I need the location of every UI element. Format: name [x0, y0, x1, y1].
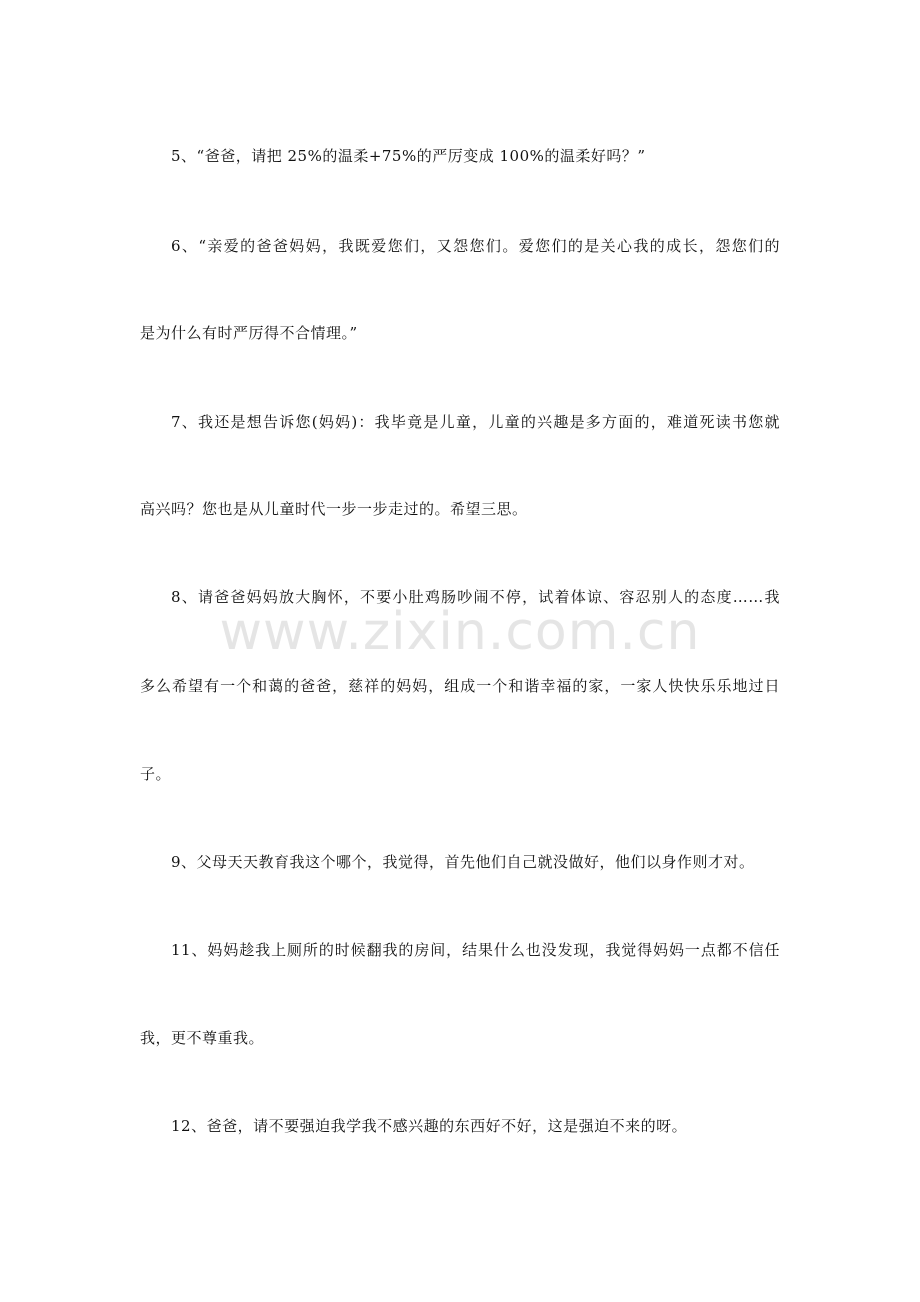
- item-8-line-2: 多么希望有一个和蔼的爸爸，慈祥的妈妈，组成一个和谐幸福的家，一家人快快乐乐地过日: [140, 677, 780, 695]
- item-8-line-1: 8、请爸爸妈妈放大胸怀，不要小肚鸡肠吵闹不停，试着体谅、容忍别人的态度……我: [171, 588, 780, 606]
- item-5-line-1: 5、“爸爸，请把 25%的温柔+75%的严厉变成 100%的温柔好吗？”: [171, 147, 646, 165]
- item-9-line-1: 9、父母天天教育我这个哪个，我觉得，首先他们自己就没做好，他们以身作则才对。: [171, 853, 755, 871]
- item-7-line-2: 高兴吗？您也是从儿童时代一步一步走过的。希望三思。: [140, 500, 528, 518]
- item-6-line-2: 是为什么有时严厉得不合情理。”: [140, 324, 358, 342]
- item-6-line-1: 6、“亲爱的爸爸妈妈，我既爱您们，又怨您们。爱您们的是关心我的成长，怨您们的: [171, 237, 780, 255]
- item-8-line-3: 子。: [140, 765, 172, 783]
- item-12-line-1: 12、爸爸，请不要强迫我学我不感兴趣的东西好不好，这是强迫不来的呀。: [171, 1117, 688, 1135]
- item-7-line-1: 7、我还是想告诉您(妈妈)：我毕竟是儿童，儿童的兴趣是多方面的，难道死读书您就: [171, 413, 780, 431]
- item-11-line-1: 11、妈妈趁我上厕所的时候翻我的房间，结果什么也没发现，我觉得妈妈一点都不信任: [171, 941, 780, 959]
- watermark: www.zixin.com.cn: [219, 602, 701, 662]
- item-11-line-2: 我，更不尊重我。: [140, 1029, 265, 1047]
